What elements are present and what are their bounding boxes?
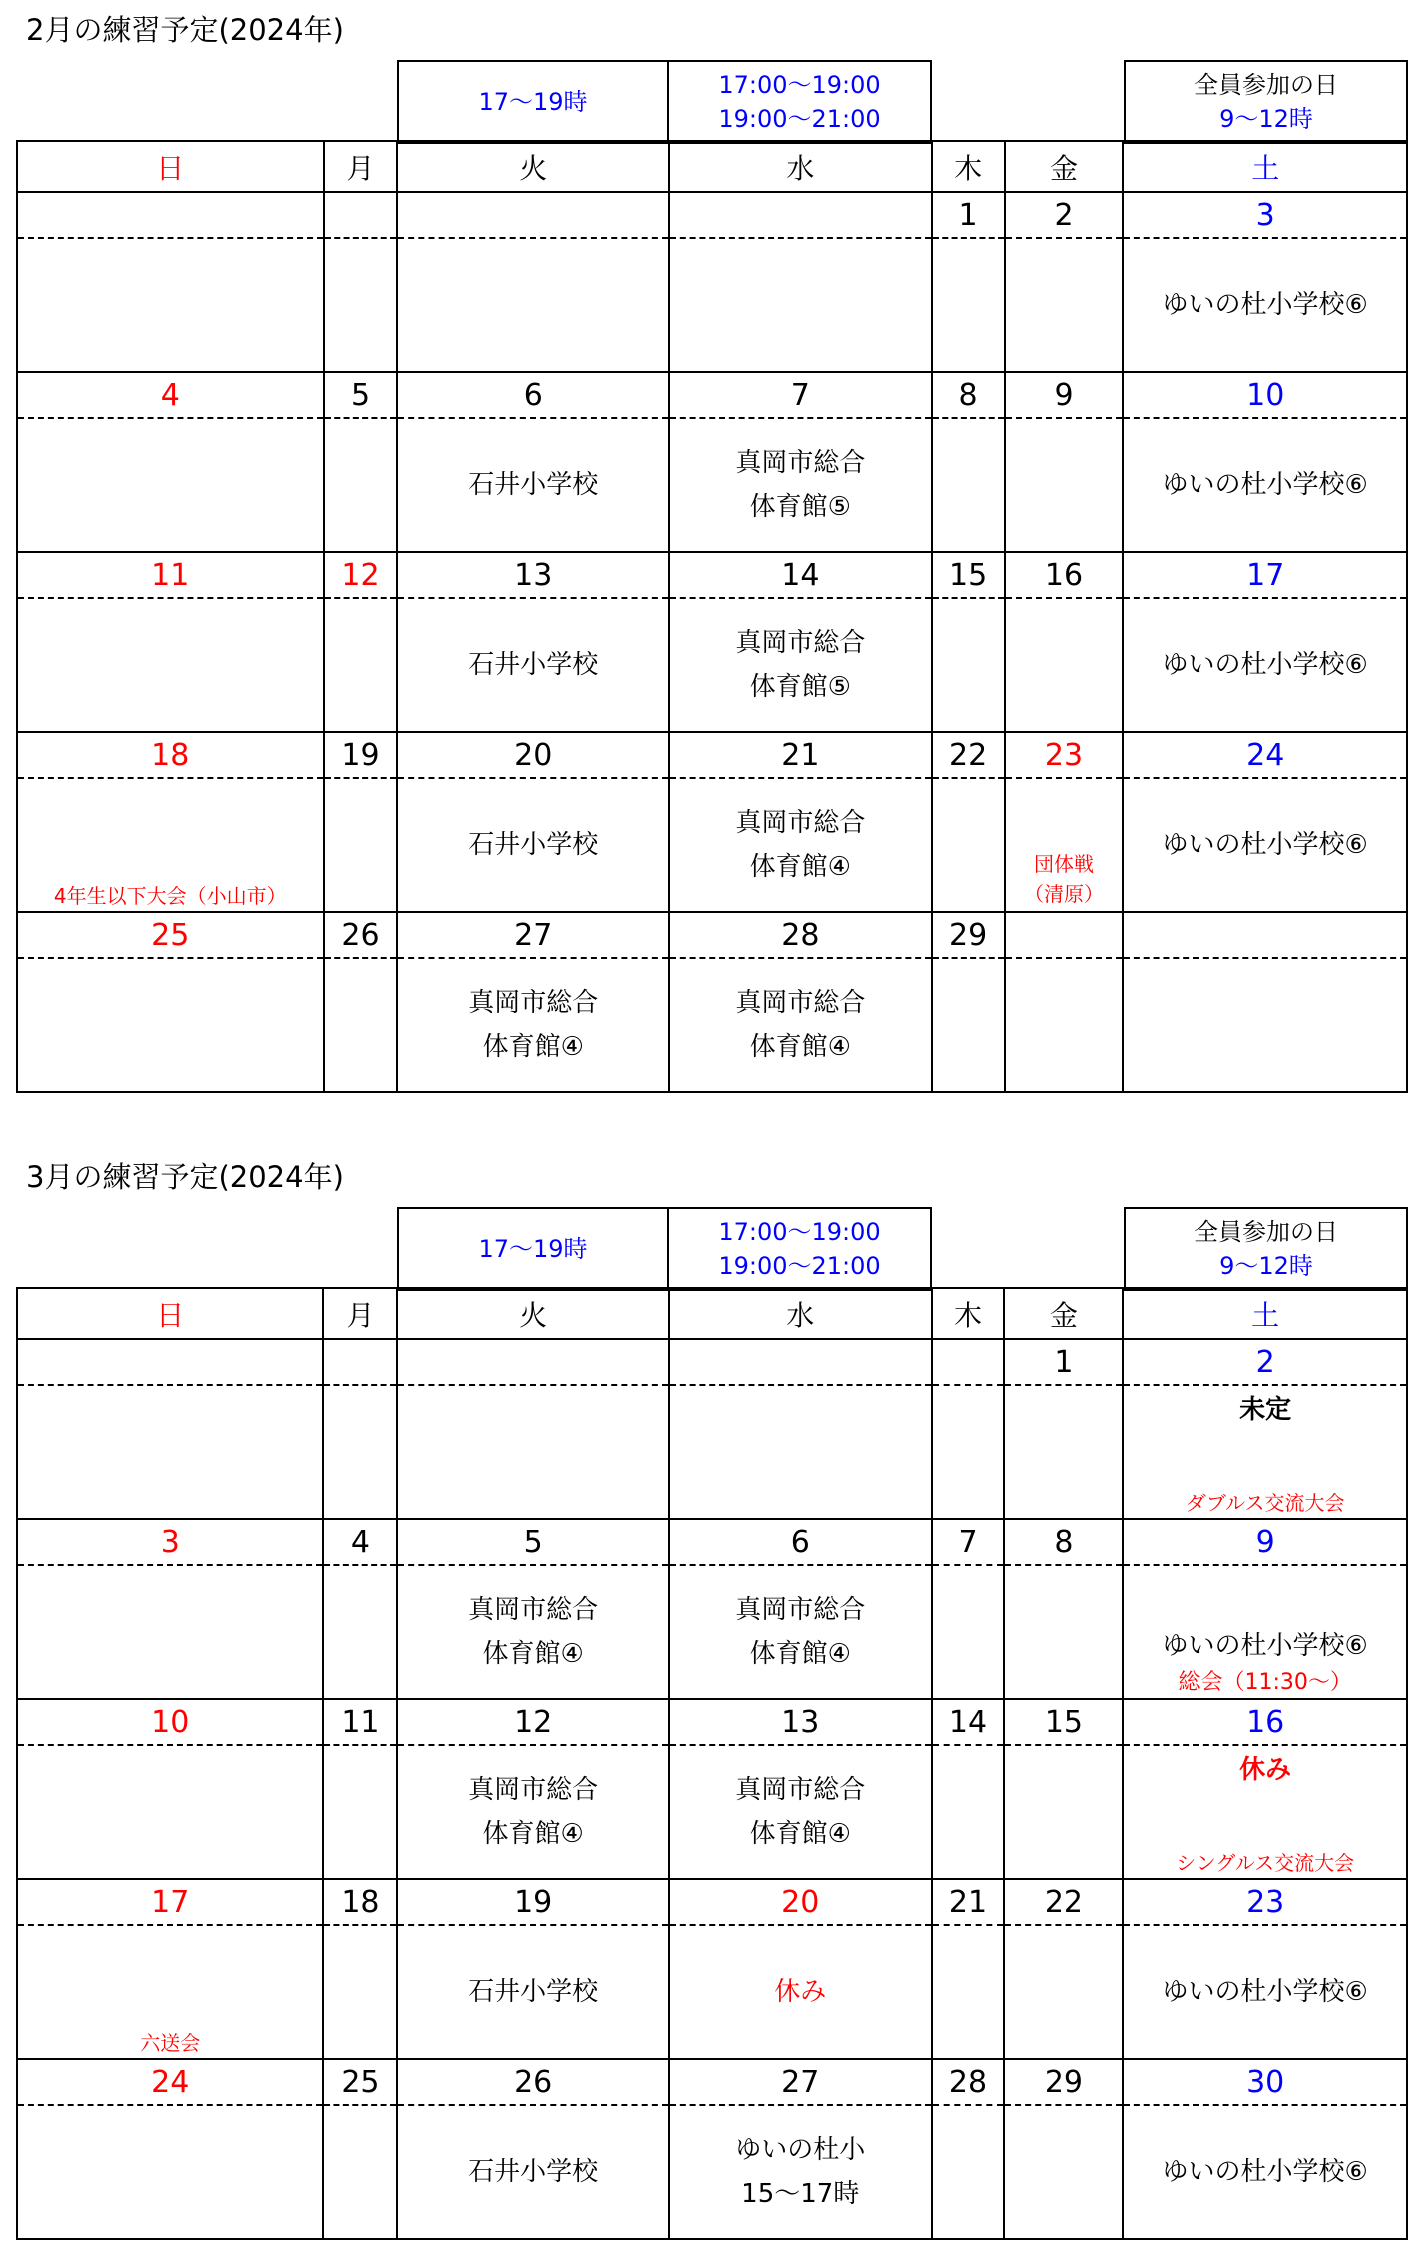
weekday-thu: 木 (932, 1288, 1005, 1339)
schedule-cell (324, 598, 398, 732)
schedule-cell (1123, 1745, 1407, 1879)
date-cell: 14 (669, 552, 932, 598)
date-row (17, 2059, 1407, 2105)
schedule-cell (17, 778, 324, 912)
february-title: 2月の練習予定(2024年) (26, 13, 344, 47)
date-cell: 15 (932, 552, 1005, 598)
event-note: （清原） (1023, 882, 1104, 906)
date-cell: 27 (669, 2059, 932, 2105)
venue-text: ゆいの杜小学校⑥ (1162, 1977, 1368, 2007)
schedule-cell (1123, 238, 1407, 372)
date-row (17, 1519, 1407, 1565)
venue-text: ゆいの杜小学校⑥ (1162, 1631, 1368, 1661)
venue-text: ゆいの杜小 15～17時 (735, 2135, 866, 2209)
date-cell: 19 (324, 732, 398, 778)
schedule-cell (932, 598, 1005, 732)
venue-text: ゆいの杜小学校⑥ (1162, 2157, 1368, 2187)
date-cell: 17 (1123, 552, 1407, 598)
schedule-row (17, 778, 1407, 912)
weekday-wed: 水 (669, 141, 932, 192)
venue-text: 石井小学校 (468, 830, 599, 860)
date-cell (397, 192, 669, 238)
date-cell: 15 (1004, 1699, 1123, 1745)
event-note: ダブルス交流大会 (1185, 1491, 1345, 1515)
schedule-row (17, 1925, 1407, 2059)
status-text: 休み (1239, 1755, 1292, 1785)
february-section (0, 0, 1408, 1110)
status-text: 未定 (1239, 1395, 1292, 1425)
date-cell: 5 (324, 372, 398, 418)
wednesday-hours-box (667, 60, 932, 144)
march-calendar (16, 1287, 1408, 2240)
date-cell: 11 (323, 1699, 397, 1745)
schedule-row (17, 1385, 1407, 1519)
tuesday-hours-box (397, 1207, 669, 1291)
date-cell (932, 1339, 1005, 1385)
venue-text: 真岡市総合 体育館④ (468, 1595, 599, 1669)
schedule-cell (932, 1385, 1005, 1519)
date-cell: 1 (932, 192, 1005, 238)
weekday-mon: 月 (323, 1288, 397, 1339)
date-row (17, 552, 1407, 598)
wednesday-hours-2: 19:00～21:00 (718, 105, 881, 133)
schedule-cell (17, 1745, 323, 1879)
date-cell: 8 (1004, 1519, 1123, 1565)
schedule-cell (323, 1745, 397, 1879)
date-cell: 25 (17, 912, 324, 958)
venue-text: 真岡市総合 体育館④ (468, 988, 599, 1062)
venue-text: 真岡市総合 体育館④ (735, 1775, 866, 1849)
schedule-cell (1004, 1385, 1123, 1519)
schedule-cell (932, 238, 1005, 372)
status-text: 休み (774, 1977, 827, 2007)
schedule-cell (323, 1385, 397, 1519)
schedule-cell (1123, 1565, 1407, 1699)
date-cell (669, 192, 932, 238)
venue-text: 真岡市総合 体育館⑤ (735, 628, 866, 702)
date-cell: 25 (323, 2059, 397, 2105)
event-note: 総会（11:30～） (1178, 1670, 1352, 1695)
date-cell: 20 (397, 732, 669, 778)
date-row (17, 1339, 1407, 1385)
date-cell: 17 (17, 1879, 323, 1925)
date-cell: 22 (932, 732, 1005, 778)
schedule-row (17, 2105, 1407, 2239)
schedule-cell (397, 1385, 669, 1519)
schedule-cell (397, 958, 669, 1092)
weekday-sun: 日 (17, 141, 324, 192)
tuesday-hours: 17～19時 (478, 88, 588, 116)
weekday-thu: 木 (932, 141, 1005, 192)
schedule-cell (932, 2105, 1005, 2239)
schedule-cell (397, 778, 669, 912)
event-note: 団体戦 (1033, 852, 1094, 876)
schedule-cell (323, 1925, 397, 2059)
schedule-cell (1123, 2105, 1407, 2239)
tuesday-hours-box (397, 60, 669, 144)
date-row (17, 192, 1407, 238)
weekday-tue: 火 (397, 141, 669, 192)
venue-text: 石井小学校 (468, 2157, 599, 2187)
date-cell: 1 (1004, 1339, 1123, 1385)
schedule-cell (323, 1565, 397, 1699)
date-row (17, 372, 1407, 418)
schedule-cell (17, 238, 324, 372)
wednesday-hours-box (667, 1207, 932, 1291)
date-row (17, 912, 1407, 958)
weekday-header (17, 1288, 1407, 1339)
date-cell: 26 (397, 2059, 669, 2105)
weekday-sat: 土 (1123, 1288, 1407, 1339)
schedule-cell (17, 2105, 323, 2239)
date-cell-holiday: 20 (669, 1879, 932, 1925)
date-cell (669, 1339, 932, 1385)
date-cell (324, 192, 398, 238)
schedule-cell (397, 1565, 669, 1699)
schedule-cell (324, 778, 398, 912)
schedule-cell (397, 1745, 669, 1879)
schedule-cell (324, 238, 398, 372)
date-cell: 10 (17, 1699, 323, 1745)
schedule-cell (1004, 1745, 1123, 1879)
date-cell: 13 (397, 552, 669, 598)
venue-text: 石井小学校 (468, 650, 599, 680)
march-title: 3月の練習予定(2024年) (26, 1160, 344, 1194)
schedule-cell (669, 958, 932, 1092)
date-cell (323, 1339, 397, 1385)
schedule-cell (932, 1925, 1005, 2059)
date-cell: 30 (1123, 2059, 1407, 2105)
date-cell: 10 (1123, 372, 1407, 418)
schedule-cell (669, 1565, 932, 1699)
weekday-wed: 水 (669, 1288, 932, 1339)
schedule-cell (669, 1745, 932, 1879)
schedule-cell (932, 778, 1005, 912)
schedule-cell (17, 1925, 323, 2059)
weekday-fri: 金 (1005, 141, 1124, 192)
venue-text: ゆいの杜小学校⑥ (1162, 650, 1368, 680)
venue-text: 真岡市総合 体育館④ (735, 988, 866, 1062)
schedule-cell (397, 2105, 669, 2239)
schedule-cell (17, 598, 324, 732)
event-note: シングルス交流大会 (1176, 1851, 1355, 1875)
date-cell: 14 (932, 1699, 1005, 1745)
date-cell: 21 (669, 732, 932, 778)
wednesday-hours-1: 17:00～19:00 (718, 71, 881, 99)
date-cell (1123, 912, 1407, 958)
venue-text: 石井小学校 (468, 470, 599, 500)
schedule-cell (1123, 1925, 1407, 2059)
weekday-sun: 日 (17, 1288, 323, 1339)
schedule-cell (932, 418, 1005, 552)
date-cell: 8 (932, 372, 1005, 418)
schedule-row (17, 1745, 1407, 1879)
schedule-cell (669, 1925, 932, 2059)
event-note: 六送会 (140, 2031, 201, 2055)
schedule-row (17, 958, 1407, 1092)
schedule-cell (1004, 2105, 1123, 2239)
march-section (0, 1147, 1408, 2241)
event-note: 4年生以下大会（小山市） (53, 884, 287, 908)
date-cell (17, 1339, 323, 1385)
date-cell: 29 (1004, 2059, 1123, 2105)
date-cell: 24 (1123, 732, 1407, 778)
schedule-row (17, 598, 1407, 732)
date-cell: 3 (17, 1519, 323, 1565)
schedule-cell (1004, 1925, 1123, 2059)
schedule-cell (1123, 778, 1407, 912)
schedule-cell (397, 598, 669, 732)
schedule-cell (1005, 238, 1124, 372)
date-cell: 18 (17, 732, 324, 778)
date-cell: 28 (669, 912, 932, 958)
date-cell: 4 (323, 1519, 397, 1565)
date-cell (17, 192, 324, 238)
schedule-cell (669, 2105, 932, 2239)
schedule-cell (17, 1565, 323, 1699)
date-cell: 23 (1123, 1879, 1407, 1925)
saturday-hours: 9～12時 (1219, 105, 1313, 133)
schedule-cell (17, 1385, 323, 1519)
date-cell: 24 (17, 2059, 323, 2105)
schedule-cell (932, 1745, 1005, 1879)
date-cell: 5 (397, 1519, 669, 1565)
schedule-cell (1005, 958, 1124, 1092)
date-cell: 16 (1005, 552, 1124, 598)
venue-text: 真岡市総合 体育館④ (735, 808, 866, 882)
schedule-cell (324, 418, 398, 552)
weekday-tue: 火 (397, 1288, 669, 1339)
date-cell: 2 (1005, 192, 1124, 238)
weekday-mon: 月 (324, 141, 398, 192)
date-cell: 16 (1123, 1699, 1407, 1745)
date-cell: 13 (669, 1699, 932, 1745)
venue-text: 真岡市総合 体育館④ (468, 1775, 599, 1849)
wednesday-hours-2: 19:00～21:00 (718, 1252, 881, 1280)
schedule-cell (323, 2105, 397, 2239)
saturday-label: 全員参加の日 (1194, 1218, 1338, 1246)
schedule-cell (669, 598, 932, 732)
schedule-cell (1123, 958, 1407, 1092)
date-cell: 4 (17, 372, 324, 418)
venue-text: 真岡市総合 体育館⑤ (735, 448, 866, 522)
date-row (17, 1699, 1407, 1745)
saturday-label: 全員参加の日 (1194, 71, 1338, 99)
schedule-cell (669, 1385, 932, 1519)
date-cell: 22 (1004, 1879, 1123, 1925)
date-cell: 11 (17, 552, 324, 598)
weekday-header (17, 141, 1407, 192)
date-cell: 2 (1123, 1339, 1407, 1385)
date-cell: 7 (932, 1519, 1005, 1565)
date-row (17, 1879, 1407, 1925)
weekday-fri: 金 (1004, 1288, 1123, 1339)
schedule-row (17, 418, 1407, 552)
date-cell: 7 (669, 372, 932, 418)
venue-text: ゆいの杜小学校⑥ (1162, 470, 1368, 500)
schedule-cell (932, 958, 1005, 1092)
date-row (17, 732, 1407, 778)
venue-text: ゆいの杜小学校⑥ (1162, 290, 1368, 320)
date-cell: 9 (1123, 1519, 1407, 1565)
date-cell (1005, 912, 1124, 958)
date-cell: 9 (1005, 372, 1124, 418)
date-cell: 18 (323, 1879, 397, 1925)
date-cell: 19 (397, 1879, 669, 1925)
schedule-cell (17, 418, 324, 552)
schedule-row (17, 1565, 1407, 1699)
date-cell (397, 1339, 669, 1385)
schedule-row (17, 238, 1407, 372)
schedule-cell (669, 238, 932, 372)
date-cell: 29 (932, 912, 1005, 958)
schedule-cell (1123, 598, 1407, 732)
date-cell: 27 (397, 912, 669, 958)
schedule-cell (1123, 1385, 1407, 1519)
schedule-cell (1123, 418, 1407, 552)
venue-text: 真岡市総合 体育館④ (735, 1595, 866, 1669)
date-cell: 12 (397, 1699, 669, 1745)
wednesday-hours-1: 17:00～19:00 (718, 1218, 881, 1246)
date-cell: 3 (1123, 192, 1407, 238)
february-calendar (16, 140, 1408, 1093)
date-cell: 6 (669, 1519, 932, 1565)
schedule-cell (669, 778, 932, 912)
schedule-cell (1004, 1565, 1123, 1699)
schedule-cell (397, 418, 669, 552)
date-cell-holiday: 12 (324, 552, 398, 598)
date-cell: 26 (324, 912, 398, 958)
date-cell: 28 (932, 2059, 1005, 2105)
venue-text: 石井小学校 (468, 1977, 599, 2007)
tuesday-hours: 17～19時 (478, 1235, 588, 1263)
weekday-sat: 土 (1123, 141, 1407, 192)
schedule-cell (1005, 418, 1124, 552)
schedule-cell (932, 1565, 1005, 1699)
schedule-cell (1005, 598, 1124, 732)
date-cell-holiday: 23 (1005, 732, 1124, 778)
schedule-cell (17, 958, 324, 1092)
schedule-cell (1005, 778, 1124, 912)
saturday-hours-box (1124, 1207, 1408, 1291)
schedule-cell (397, 238, 669, 372)
schedule-cell (669, 418, 932, 552)
date-cell: 21 (932, 1879, 1005, 1925)
date-cell: 6 (397, 372, 669, 418)
saturday-hours-box (1124, 60, 1408, 144)
schedule-cell (324, 958, 398, 1092)
schedule-cell (397, 1925, 669, 2059)
saturday-hours: 9～12時 (1219, 1252, 1313, 1280)
venue-text: ゆいの杜小学校⑥ (1162, 830, 1368, 860)
